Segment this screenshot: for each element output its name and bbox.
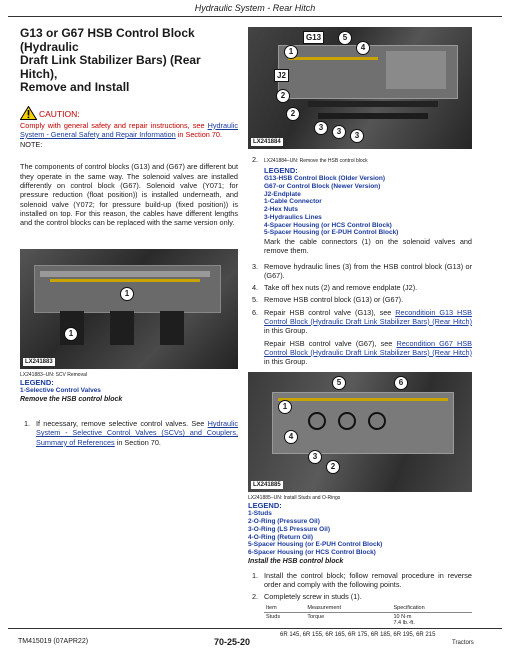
- step-3: 3. Remove hydraulic lines (3) from the HSB control block (G13) or (G67).: [252, 261, 472, 280]
- footer-models: 6R 145, 6R 155, 6R 165, 6R 175, 6R 185, 6R 195, 6R 215: [280, 632, 436, 638]
- callout-marker: 3: [350, 129, 364, 143]
- studs-orings-photo: [248, 372, 472, 492]
- install-step-1: 1. Install the control block; follow removal procedure in reverse order and comply with the following points.: [252, 570, 472, 589]
- callout-marker: 4: [356, 41, 370, 55]
- page-footer: [0, 628, 510, 658]
- legend-item: 1-Cable Connector: [264, 198, 322, 206]
- torque-spec-table: [264, 604, 472, 627]
- left-column: [20, 27, 238, 447]
- section-title-line: G13 or G67 HSB Control Block (Hydraulic: [20, 26, 195, 54]
- warning-icon: [20, 106, 37, 120]
- legend-item: 4-O-Ring (Return Oil): [248, 533, 313, 541]
- step-1-remove-scv: 1. If necessary, remove selective control valves. See Hydraulic System - Selective Control Valves (SCVs) and Couplers, Summary of References in Section 70.: [24, 419, 239, 447]
- figure-caption: LX241885–UN: Install Studs and O-Rings: [248, 495, 341, 502]
- step-2-caption: 2. LX241884–UN: Remove the HSB control block: [252, 155, 368, 164]
- legend-item: 5-Spacer Housing (or E-PUH Control Block): [248, 541, 383, 549]
- callout-marker: 1: [278, 400, 292, 414]
- caution-text: Comply with general safety and repair instructions, see Hydraulic System - General Safety and Repair Information in Section 70.: [20, 120, 238, 139]
- legend-title: LEGEND:: [264, 166, 298, 176]
- caution-heading: [20, 106, 238, 120]
- section-title: [20, 27, 238, 95]
- recondition-g13-link[interactable]: Reconditioin G13 HSB Control Block (Hydraulic Draft Link Stabilizer Bars) (Rear Hitch): [264, 307, 473, 326]
- general-safety-link[interactable]: Hydraulic System - General Safety and Repair Information: [20, 120, 238, 139]
- footer-doc-id: TM415019 (07APR22): [18, 638, 89, 645]
- header-title: Hydraulic System - Rear Hitch: [194, 3, 316, 13]
- figure-subcaption: Remove the HSB control block: [20, 396, 123, 404]
- legend-item: 4-Spacer Housing (or HCS Control Block): [264, 221, 392, 229]
- legend-item: J2-Endplate: [264, 190, 301, 198]
- scv-summary-link[interactable]: Hydraulic System - Selective Control Valves (SCVs) and Couplers, Summary of References: [36, 419, 239, 447]
- footer-rule: [8, 628, 502, 629]
- figure-caption: LX241883–UN: SCV Removal: [20, 372, 87, 379]
- page-header: [0, 0, 510, 18]
- callout-marker: 1: [284, 45, 298, 59]
- callout-marker: 5: [338, 31, 352, 45]
- legend-title: LEGEND:: [20, 378, 54, 388]
- scv-removal-photo: [20, 249, 238, 369]
- callout-marker: 3: [332, 125, 346, 139]
- table-cell: 10 N·m 7.4 lb.-ft.: [393, 613, 415, 626]
- table-header: Measurement: [305, 604, 391, 613]
- note-label: NOTE:: [20, 140, 43, 150]
- callout-marker: 3: [314, 121, 328, 135]
- callout-label-j2: J2: [274, 69, 289, 82]
- right-column: [248, 27, 472, 627]
- step-4: 4. Take off hex nuts (2) and remove endplate (J2).: [252, 283, 418, 293]
- legend-item: 6-Spacer Housing (or HCS Control Block): [248, 549, 376, 556]
- legend-item: G67-or Control Block (Newer Version): [264, 183, 381, 190]
- callout-marker: 2: [276, 89, 290, 103]
- recondition-g67-link[interactable]: Recondition G67 HSB Control Block (Hydraulic Draft Link Stabilizer Bars) (Rear Hitch): [264, 338, 473, 357]
- section-title-line: Remove and Install: [20, 80, 130, 94]
- callout-marker: 2: [326, 460, 340, 474]
- table-row: [264, 612, 472, 627]
- note-paragraph: The components of control blocks (G13) and (G67) are different but they operate in the same way. The solenoid valves are installed differently on control block (G67). Solenoid valve (Y071; for pressure reduction (float position)) is installed underneath, and solenoid valve (Y072; for pressure build-up (fixed position)) is installed on top. For this reason, the cables have different lengths and the control blocks can be replaced with the same version only.: [20, 162, 238, 228]
- figure-caption: LX241884–UN: Remove the HSB control block: [264, 158, 368, 164]
- callout-marker: 6: [394, 376, 408, 390]
- legend-item: 2-O-Ring (Pressure Oil): [248, 518, 320, 526]
- install-step-2: 2. Completely screw in studs (1).: [252, 592, 362, 602]
- step-2-text: Mark the cable connectors (1) on the solenoid valves and remove them.: [264, 236, 472, 256]
- footer-product: Tractors: [452, 640, 474, 646]
- legend-item: 3-Hydraulics Lines: [264, 213, 322, 221]
- section-title-line: Draft Link Stabilizer Bars) (Rear Hitch),: [20, 53, 201, 81]
- legend-item: 2-Hex Nuts: [264, 206, 298, 214]
- legend-item: G13-HSB Control Block (Older Version): [264, 175, 385, 183]
- callout-marker: 2: [286, 107, 300, 121]
- callout-marker: 1: [120, 287, 134, 301]
- footer-page-number: 70-25-20: [214, 637, 251, 647]
- figure-code: LX241885: [253, 482, 281, 489]
- figure-code: LX241884: [253, 139, 281, 145]
- callout-marker: 1: [64, 327, 78, 341]
- legend-item: 5-Spacer Housing (or E-PUH Control Block): [264, 229, 399, 237]
- figure-code: LX241883: [25, 359, 53, 366]
- callout-label-g13: G13: [303, 31, 324, 44]
- table-cell: Torque: [307, 613, 325, 620]
- hsb-control-block-photo: [248, 27, 472, 149]
- legend-item: 1-Studs: [248, 510, 272, 518]
- callout-marker: 5: [332, 376, 346, 390]
- figure-subcaption: Install the HSB control block: [248, 557, 344, 565]
- legend-item: 1-Selective Control Valves: [20, 387, 101, 395]
- table-header: Specification: [391, 604, 472, 613]
- caution-label: CAUTION:: [39, 108, 80, 119]
- legend-title: LEGEND:: [248, 501, 282, 511]
- legend-item: 3-O-Ring (LS Pressure Oil): [248, 525, 330, 533]
- table-header: Item: [264, 604, 305, 613]
- table-cell: Studs: [266, 613, 281, 620]
- callout-marker: 3: [308, 450, 322, 464]
- step-5: 5. Remove HSB control block (G13) or (G67).: [252, 295, 404, 305]
- callout-marker: 4: [284, 430, 298, 444]
- step-6: 6. Repair HSB control valve (G13), see Reconditioin G13 HSB Control Block (Hydraulic Draft Link Stabilizer Bars) (Rear Hitch) in this Group. Repair HSB control valve (G67), see Recondition G67 HSB Control Block (Hydraulic Draft Link Stabilizer Bars) (Rear Hitch) in this Group.: [252, 307, 473, 367]
- header-rule: [8, 16, 502, 17]
- step-2-legend: [248, 166, 472, 255]
